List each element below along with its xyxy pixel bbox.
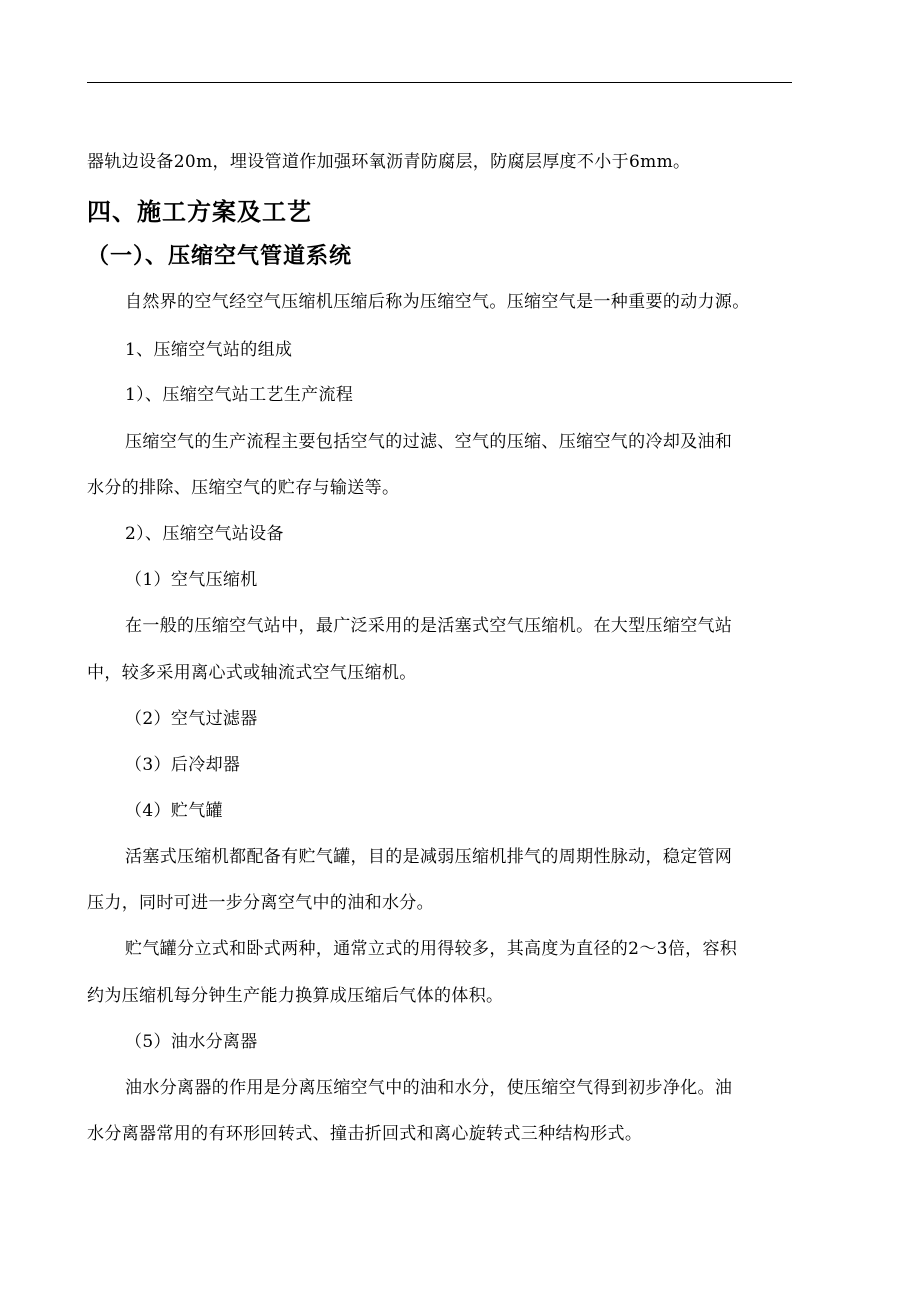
paragraph-line: 活塞式压缩机都配备有贮气罐，目的是减弱压缩机排气的周期性脉动，稳定管网 <box>125 847 733 867</box>
item-heading: （2）空气过滤器 <box>125 709 258 729</box>
section-heading: 四、施工方案及工艺 <box>87 198 312 226</box>
paragraph-line: 中，较多采用离心式或轴流式空气压缩机。 <box>87 663 417 683</box>
item-heading: （5）油水分离器 <box>125 1032 258 1052</box>
item-heading: 1、压缩空气站的组成 <box>125 340 293 360</box>
paragraph-line: 水分离器常用的有环形回转式、撞击折回式和离心旋转式三种结构形式。 <box>87 1124 643 1144</box>
paragraph-line: 压缩空气的生产流程主要包括空气的过滤、空气的压缩、压缩空气的冷却及油和 <box>125 432 733 452</box>
paragraph-line: 油水分离器的作用是分离压缩空气中的油和水分，使压缩空气得到初步净化。油 <box>125 1078 733 1098</box>
paragraph-line: 贮气罐分立式和卧式两种，通常立式的用得较多，其高度为直径的2～3倍，容积 <box>125 939 738 959</box>
paragraph-line: 水分的排除、压缩空气的贮存与输送等。 <box>87 478 400 498</box>
header-rule <box>87 82 792 83</box>
continuation-line: 器轨边设备20m，埋设管道作加强环氧沥青防腐层，防腐层厚度不小于6mm。 <box>87 152 691 172</box>
item-heading: 1）、压缩空气站工艺生产流程 <box>125 385 354 405</box>
item-heading: 2）、压缩空气站设备 <box>125 524 284 544</box>
item-heading: （1）空气压缩机 <box>125 570 258 590</box>
item-heading: （4）贮气罐 <box>125 801 223 821</box>
paragraph-line: 约为压缩机每分钟生产能力换算成压缩后气体的体积。 <box>87 986 504 1006</box>
subsection-heading: （一）、压缩空气管道系统 <box>87 244 353 269</box>
paragraph-line: 在一般的压缩空气站中，最广泛采用的是活塞式空气压缩机。在大型压缩空气站 <box>125 616 733 636</box>
paragraph-line: 自然界的空气经空气压缩机压缩后称为压缩空气。压缩空气是一种重要的动力源。 <box>125 292 750 312</box>
paragraph-line: 压力，同时可进一步分离空气中的油和水分。 <box>87 893 434 913</box>
item-heading: （3）后冷却器 <box>125 755 241 775</box>
